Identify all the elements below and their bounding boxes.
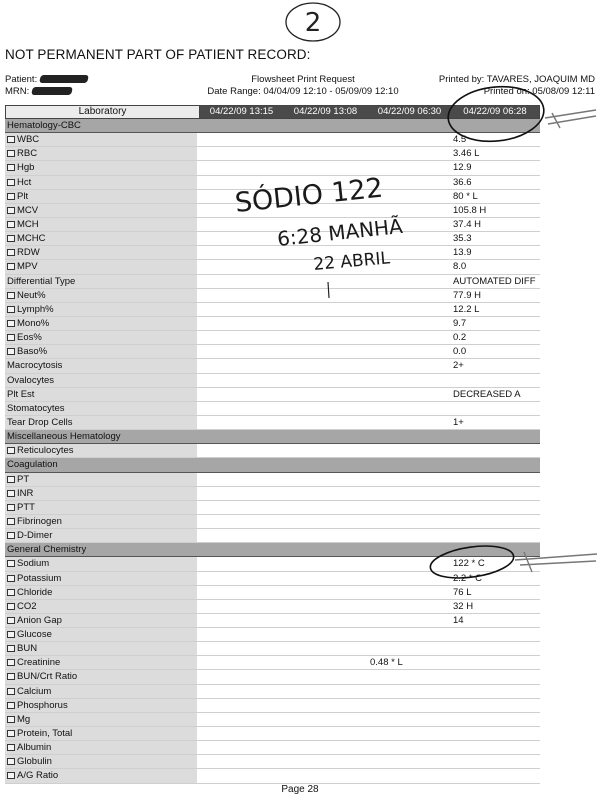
test-name-cell[interactable] — [5, 600, 197, 613]
test-name-cell[interactable] — [5, 260, 197, 273]
table-row — [5, 161, 540, 175]
graph-box-icon[interactable] — [7, 207, 15, 214]
test-name-cell[interactable] — [5, 246, 197, 259]
test-name-label: Chloride — [17, 586, 53, 598]
test-name-label: Coagulation — [7, 459, 58, 471]
result-value-cell: 0.2 — [453, 332, 467, 344]
graph-box-icon[interactable] — [7, 221, 15, 228]
graph-box-icon[interactable] — [7, 292, 15, 299]
test-name-cell[interactable] — [5, 628, 197, 641]
test-name-cell[interactable] — [5, 656, 197, 669]
table-row — [5, 529, 540, 543]
result-value-cell: 2+ — [453, 360, 464, 372]
table-row — [5, 190, 540, 204]
graph-box-icon[interactable] — [7, 447, 15, 454]
test-name-label: BUN/Crt Ratio — [17, 671, 78, 683]
result-value-cell: 8.0 — [453, 261, 467, 273]
graph-box-icon[interactable] — [7, 476, 15, 483]
test-name-cell[interactable] — [5, 331, 197, 344]
test-name-label: D-Dimer — [17, 530, 53, 542]
document-title: NOT PERMANENT PART OF PATIENT RECORD: — [5, 47, 311, 62]
date-column-3: 04/22/09 06:30 — [368, 106, 451, 118]
test-name-label: Tear Drop Cells — [7, 416, 73, 428]
table-row — [5, 303, 540, 317]
result-value-cell: 35.3 — [453, 233, 472, 245]
result-value-cell: DECREASED A — [453, 388, 521, 400]
result-value-cell: 14 — [453, 614, 464, 626]
test-name-cell[interactable] — [5, 741, 197, 754]
graph-box-icon[interactable] — [7, 702, 15, 709]
graph-box-icon[interactable] — [7, 490, 15, 497]
result-value-cell: 12.2 L — [453, 303, 480, 315]
arrow-mark-top — [545, 110, 596, 128]
date-column-1: 04/22/09 13:15 — [200, 106, 283, 118]
test-name-label: Anion Gap — [17, 614, 62, 626]
test-name-cell[interactable] — [5, 769, 197, 782]
table-row — [5, 713, 540, 727]
page-footer: Page 28 — [281, 784, 319, 795]
test-name-label: CO2 — [17, 600, 37, 612]
result-value-cell: 0.48 * L — [370, 657, 403, 669]
section-title — [5, 458, 197, 471]
table-row — [5, 133, 540, 147]
table-row — [5, 614, 540, 628]
test-name-cell[interactable] — [5, 444, 197, 457]
result-value-cell: 32 H — [453, 600, 474, 612]
graph-box-icon[interactable] — [7, 193, 15, 200]
graph-box-icon[interactable] — [7, 263, 15, 270]
date-column-4: 04/22/09 06:28 — [451, 106, 539, 118]
graph-box-icon[interactable] — [7, 504, 15, 511]
test-name-cell[interactable] — [5, 317, 197, 330]
test-name-cell[interactable] — [5, 190, 197, 203]
table-row — [5, 685, 540, 699]
test-name-cell[interactable] — [5, 515, 197, 528]
test-name-cell[interactable] — [5, 670, 197, 683]
table-row — [5, 572, 540, 586]
table-row — [5, 345, 540, 359]
section-header-row — [5, 430, 540, 444]
test-name-label: Fibrinogen — [17, 515, 62, 527]
handwritten-line-3: 22 ABRIL — [312, 248, 391, 275]
laboratory-column-header: Laboratory — [6, 106, 200, 118]
table-row — [5, 586, 540, 600]
result-value-cell: 1+ — [453, 416, 464, 428]
printed-on: Printed on: 05/08/09 12:11 — [483, 86, 595, 97]
test-name-cell[interactable] — [5, 232, 197, 245]
result-value-cell: 36.6 — [453, 176, 472, 188]
test-name-cell[interactable] — [5, 289, 197, 302]
result-value-cell: 80 * L — [453, 190, 478, 202]
test-name-cell — [5, 374, 197, 387]
table-row — [5, 232, 540, 246]
result-value-cell: 4.5 — [453, 134, 467, 146]
section-header-row — [5, 543, 540, 557]
table-row — [5, 501, 540, 515]
result-value-cell: 3.46 L — [453, 148, 480, 160]
test-name-cell[interactable] — [5, 501, 197, 514]
result-value-cell: 12.9 — [453, 162, 472, 174]
test-name-cell[interactable] — [5, 529, 197, 542]
graph-box-icon[interactable] — [7, 235, 15, 242]
test-name-label: Reticulocytes — [17, 445, 74, 457]
date-column-2: 04/22/09 13:08 — [283, 106, 368, 118]
test-name-label: Sodium — [17, 558, 50, 570]
test-name-label: Stomatocytes — [7, 402, 65, 414]
test-name-label: Miscellaneous Hematology — [7, 431, 121, 443]
result-value-cell: 2.2 * C — [453, 572, 483, 584]
graph-box-icon[interactable] — [7, 659, 15, 666]
graph-box-icon[interactable] — [7, 150, 15, 157]
test-name-cell[interactable] — [5, 473, 197, 486]
table-row — [5, 557, 540, 571]
test-name-cell[interactable] — [5, 176, 197, 189]
test-name-label: A/G Ratio — [17, 770, 59, 782]
graph-box-icon[interactable] — [7, 348, 15, 355]
table-row — [5, 670, 540, 684]
result-value-cell: 122 * C — [453, 558, 485, 570]
test-name-label: Neut% — [17, 289, 46, 301]
table-row — [5, 388, 540, 402]
table-row — [5, 275, 540, 289]
test-name-cell[interactable] — [5, 685, 197, 698]
graph-box-icon[interactable] — [7, 334, 15, 341]
test-name-cell[interactable] — [5, 345, 197, 358]
table-row — [5, 741, 540, 755]
test-name-label: Protein, Total — [17, 728, 73, 740]
test-name-label: Potassium — [17, 572, 62, 584]
test-name-label: PT — [17, 473, 30, 485]
test-name-label: RDW — [17, 247, 40, 259]
table-row — [5, 656, 540, 670]
test-name-label: Macrocytosis — [7, 360, 63, 372]
graph-box-icon[interactable] — [7, 518, 15, 525]
test-name-label: WBC — [17, 134, 40, 146]
test-name-cell[interactable] — [5, 642, 197, 655]
section-title — [5, 430, 197, 443]
test-name-cell — [5, 388, 197, 401]
table-row — [5, 317, 540, 331]
test-name-cell[interactable] — [5, 557, 197, 570]
test-name-label: Plt — [17, 190, 29, 202]
table-row — [5, 147, 540, 161]
test-name-cell[interactable] — [5, 755, 197, 768]
test-name-label: INR — [17, 487, 34, 499]
test-name-label: Lymph% — [17, 303, 54, 315]
test-name-label: Creatinine — [17, 657, 61, 669]
test-name-cell[interactable] — [5, 147, 197, 160]
flowsheet-table — [5, 105, 540, 784]
graph-box-icon[interactable] — [7, 744, 15, 751]
table-row — [5, 260, 540, 274]
result-value-cell: 37.4 H — [453, 218, 481, 230]
result-value-cell: 77.9 H — [453, 289, 481, 301]
table-row — [5, 246, 540, 260]
graph-box-icon[interactable] — [7, 617, 15, 624]
test-name-label: Differential Type — [7, 275, 76, 287]
result-value-cell: AUTOMATED DIFF — [453, 275, 536, 287]
graph-box-icon[interactable] — [7, 673, 15, 680]
redacted-patient-name — [39, 75, 89, 83]
test-name-cell[interactable] — [5, 572, 197, 585]
test-name-label: Baso% — [17, 346, 48, 358]
test-name-label: MPV — [17, 261, 38, 273]
test-name-label: MCHC — [17, 233, 46, 245]
table-row — [5, 359, 540, 373]
graph-box-icon[interactable] — [7, 758, 15, 765]
printed-by: Printed by: TAVARES, JOAQUIM MD — [438, 74, 595, 85]
test-name-label: Globulin — [17, 756, 52, 768]
table-row — [5, 727, 540, 741]
test-name-label: Hct — [17, 176, 32, 188]
test-name-label: Calcium — [17, 685, 52, 697]
section-header-row — [5, 119, 540, 133]
section-header-row — [5, 458, 540, 472]
test-name-cell[interactable] — [5, 614, 197, 627]
test-name-cell[interactable] — [5, 713, 197, 726]
graph-box-icon[interactable] — [7, 320, 15, 327]
test-name-label: Plt Est — [7, 388, 35, 400]
handwritten-line-1: SÓDIO 122 — [233, 172, 385, 219]
patient-label: Patient: — [5, 74, 38, 85]
mrn-line — [5, 85, 72, 98]
flowsheet-rows — [5, 119, 540, 784]
table-row — [5, 699, 540, 713]
test-name-label: RBC — [17, 148, 38, 160]
graph-box-icon[interactable] — [7, 532, 15, 539]
test-name-cell[interactable] — [5, 204, 197, 217]
test-name-cell[interactable] — [5, 161, 197, 174]
test-name-label: MCH — [17, 218, 39, 230]
table-row — [5, 176, 540, 190]
graph-box-icon[interactable] — [7, 645, 15, 652]
test-name-label: BUN — [17, 643, 38, 655]
test-name-cell[interactable] — [5, 303, 197, 316]
test-name-label: Ovalocytes — [7, 374, 54, 386]
graph-box-icon[interactable] — [7, 575, 15, 582]
table-row — [5, 487, 540, 501]
graph-box-icon[interactable] — [7, 179, 15, 186]
request-title: Flowsheet Print Request — [251, 74, 355, 85]
table-row — [5, 374, 540, 388]
result-value-cell: 9.7 — [453, 317, 467, 329]
test-name-label: Albumin — [17, 742, 52, 754]
graph-box-icon[interactable] — [7, 730, 15, 737]
table-row — [5, 204, 540, 218]
result-value-cell: 105.8 H — [453, 204, 487, 216]
table-row — [5, 473, 540, 487]
test-name-label: Hgb — [17, 162, 35, 174]
test-name-cell[interactable] — [5, 586, 197, 599]
test-name-cell — [5, 402, 197, 415]
page-mark-text: 2 — [304, 8, 322, 38]
test-name-cell — [5, 275, 197, 288]
graph-box-icon[interactable] — [7, 306, 15, 313]
test-name-label: Mono% — [17, 317, 50, 329]
table-row — [5, 331, 540, 345]
test-name-label: Mg — [17, 713, 31, 725]
graph-box-icon[interactable] — [7, 716, 15, 723]
column-header-row — [5, 105, 540, 119]
section-title — [5, 543, 197, 556]
date-range: Date Range: 04/04/09 12:10 - 05/09/09 12:10 — [207, 86, 399, 97]
result-value-cell: 13.9 — [453, 247, 472, 259]
table-row — [5, 755, 540, 769]
test-name-label: Eos% — [17, 332, 42, 344]
graph-box-icon[interactable] — [7, 136, 15, 143]
test-name-label: Glucose — [17, 629, 52, 641]
page-number-circle — [283, 0, 343, 44]
graph-box-icon[interactable] — [7, 631, 15, 638]
table-row — [5, 769, 540, 783]
test-name-label: PTT — [17, 501, 35, 513]
table-row — [5, 218, 540, 232]
mrn-label: MRN: — [5, 86, 30, 97]
table-row — [5, 416, 540, 430]
section-title — [5, 119, 197, 132]
table-row — [5, 289, 540, 303]
graph-box-icon[interactable] — [7, 560, 15, 567]
graph-box-icon[interactable] — [7, 589, 15, 596]
test-name-cell[interactable] — [5, 699, 197, 712]
table-row — [5, 642, 540, 656]
test-name-cell — [5, 359, 197, 372]
test-name-label: Hematology-CBC — [7, 120, 81, 131]
test-name-label: General Chemistry — [7, 544, 87, 556]
test-name-label: Phosphorus — [17, 699, 68, 711]
graph-box-icon[interactable] — [7, 772, 15, 779]
test-name-cell[interactable] — [5, 487, 197, 500]
test-name-cell[interactable] — [5, 727, 197, 740]
table-row — [5, 600, 540, 614]
table-row — [5, 628, 540, 642]
table-row — [5, 515, 540, 529]
redacted-mrn — [31, 87, 73, 95]
test-name-cell — [5, 416, 197, 429]
test-name-label: MCV — [17, 204, 39, 216]
table-row — [5, 402, 540, 416]
graph-box-icon[interactable] — [7, 164, 15, 171]
test-name-cell[interactable] — [5, 218, 197, 231]
test-name-cell[interactable] — [5, 133, 197, 146]
result-value-cell: 76 L — [453, 586, 472, 598]
graph-box-icon[interactable] — [7, 603, 15, 610]
graph-box-icon[interactable] — [7, 249, 15, 256]
handwritten-line-2: 6:28 MANHÃ — [276, 213, 404, 251]
table-row — [5, 444, 540, 458]
result-value-cell: 0.0 — [453, 346, 467, 358]
graph-box-icon[interactable] — [7, 688, 15, 695]
